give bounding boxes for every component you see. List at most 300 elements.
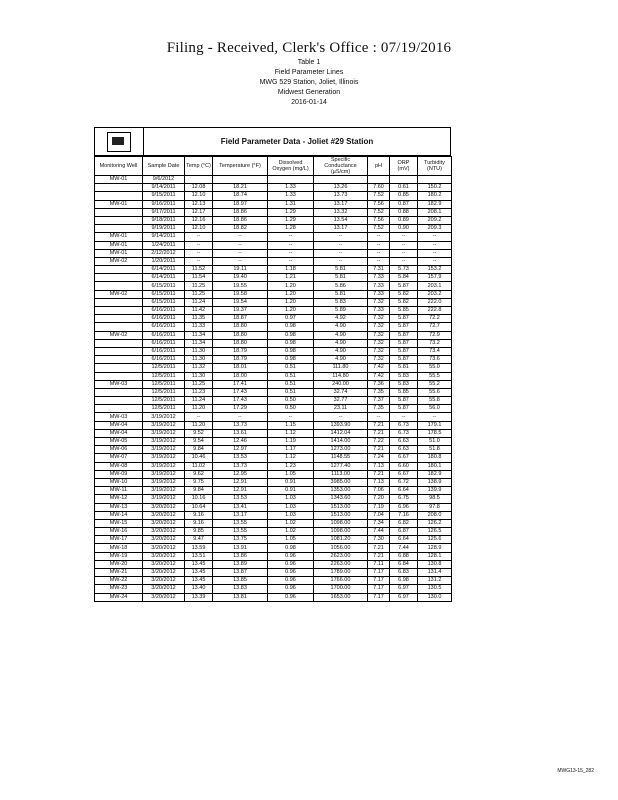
table-cell (268, 176, 314, 184)
table-cell: 11.20 (185, 405, 213, 413)
table-cell: 6/16/2011 (143, 315, 185, 323)
table-cell: 12/5/2011 (143, 388, 185, 396)
table-cell: -- (213, 233, 268, 241)
table-cell: 1.21 (268, 274, 314, 282)
table-cell: 7.33 (368, 290, 390, 298)
table-cell: 0.98 (268, 356, 314, 364)
table-cell: 7.22 (368, 438, 390, 446)
table-cell: -- (368, 241, 390, 249)
table-cell: -- (418, 249, 452, 257)
table-cell: 73.2 (418, 339, 452, 347)
well-id-cell: MW-01 (95, 200, 143, 208)
table-cell: 0.96 (268, 593, 314, 601)
table-cell: -- (185, 241, 213, 249)
table-cell: 6/16/2011 (143, 347, 185, 355)
header-date: 2016-01-14 (291, 99, 327, 106)
table-cell: 12.16 (185, 216, 213, 224)
table-cell: 0.96 (268, 560, 314, 568)
well-id-cell: MW-01 (95, 176, 143, 184)
table-cell: 5.86 (314, 282, 368, 290)
well-id-cell: MW-17 (95, 536, 143, 544)
table-cell: 0.91 (268, 478, 314, 486)
table-cell: 7.33 (368, 274, 390, 282)
table-cell: 5.87 (390, 315, 418, 323)
table-cell: 12.46 (213, 438, 268, 446)
table-row (95, 192, 452, 200)
table-cell: 19.37 (213, 307, 268, 315)
table-cell: 3/19/2012 (143, 487, 185, 495)
table-cell: 7.36 (368, 380, 390, 388)
table-cell: 6.88 (390, 552, 418, 560)
table-cell: -- (390, 241, 418, 249)
table-label: Table 1 (297, 59, 321, 66)
column-header: Specific Conductance (µS/cm) (314, 157, 368, 176)
table-cell: -- (268, 241, 314, 249)
well-id-cell (95, 282, 143, 290)
table-cell: 1513.00 (314, 503, 368, 511)
table-cell: 5.87 (390, 405, 418, 413)
table-cell: 12.97 (213, 446, 268, 454)
table-cell: 13.32 (314, 208, 368, 216)
table-row (95, 454, 452, 462)
table-cell: 0.98 (268, 323, 314, 331)
table-row (95, 495, 452, 503)
table-cell: -- (418, 241, 452, 249)
table-cell: 153.2 (418, 266, 452, 274)
table-cell: 1081.20 (314, 536, 368, 544)
table-cell: -- (213, 249, 268, 257)
table-cell: 10.16 (185, 495, 213, 503)
well-id-cell: MW-02 (95, 290, 143, 298)
table-cell: 0.50 (268, 405, 314, 413)
table-cell: 13.61 (213, 429, 268, 437)
table-cell: 139.9 (418, 487, 452, 495)
table-cell: 18.01 (213, 364, 268, 372)
well-id-cell: MW-12 (95, 495, 143, 503)
table-cell: 6.96 (390, 503, 418, 511)
table-cell: 11.20 (185, 421, 213, 429)
table-cell: 11.24 (185, 397, 213, 405)
table-cell: 11.32 (185, 364, 213, 372)
well-id-cell: MW-03 (95, 413, 143, 421)
table-cell: -- (213, 257, 268, 265)
table-cell: 1098.00 (314, 528, 368, 536)
table-cell (418, 176, 452, 184)
table-cell: 0.51 (268, 372, 314, 380)
table-cell: 7.32 (368, 356, 390, 364)
table-cell: 9.54 (185, 438, 213, 446)
table-header-row (95, 157, 452, 176)
table-cell: 12.91 (213, 487, 268, 495)
table-row (95, 503, 452, 511)
table-cell: 13.55 (213, 519, 268, 527)
table-cell: 7.13 (368, 478, 390, 486)
table-cell: 4.90 (314, 347, 368, 355)
table-row (95, 429, 452, 437)
table-cell: 7.21 (368, 446, 390, 454)
table-cell: 7.17 (368, 577, 390, 585)
table-cell: 6/16/2011 (143, 356, 185, 364)
table-cell: 1343.60 (314, 495, 368, 503)
table-cell: 17.43 (213, 388, 268, 396)
table-cell: 7.04 (368, 511, 390, 519)
table-cell: 13.45 (185, 577, 213, 585)
table-cell: 6/16/2011 (143, 331, 185, 339)
table-cell: 18.79 (213, 347, 268, 355)
table-cell: 3/20/2012 (143, 560, 185, 568)
table-cell: 7.21 (368, 544, 390, 552)
well-id-cell (95, 274, 143, 282)
table-cell: 5.87 (390, 347, 418, 355)
table-cell: 5.89 (314, 307, 368, 315)
table-cell: 9.16 (185, 511, 213, 519)
table-cell: 240.00 (314, 380, 368, 388)
table-cell: 2/12/2012 (143, 249, 185, 257)
data-table-container (94, 127, 451, 602)
table-cell (368, 176, 390, 184)
table-cell: 0.98 (268, 339, 314, 347)
table-cell: 0.98 (268, 331, 314, 339)
table-cell: 6.97 (390, 585, 418, 593)
table-row (95, 511, 452, 519)
table-cell: 72.9 (418, 331, 452, 339)
table-cell: 182.9 (418, 200, 452, 208)
table-cell: 0.97 (268, 315, 314, 323)
table-cell: 6/15/2011 (143, 282, 185, 290)
table-cell: 17.41 (213, 380, 268, 388)
table-cell: -- (368, 233, 390, 241)
table-cell: 5.87 (390, 323, 418, 331)
table-cell: 1653.00 (314, 593, 368, 601)
table-cell: -- (185, 413, 213, 421)
table-cell: 7.32 (368, 347, 390, 355)
table-row (95, 478, 452, 486)
table-cell: 7.17 (368, 569, 390, 577)
table-cell: 131.2 (418, 577, 452, 585)
table-cell: 5.87 (390, 339, 418, 347)
well-id-cell: MW-01 (95, 241, 143, 249)
table-cell: -- (213, 241, 268, 249)
table-cell: 18.79 (213, 356, 268, 364)
column-header: Monitoring Well (95, 157, 143, 176)
table-row (95, 487, 452, 495)
column-header: Temperature (°F) (213, 157, 268, 176)
table-cell: 180.2 (418, 192, 452, 200)
table-cell: 18.80 (213, 331, 268, 339)
well-id-cell (95, 216, 143, 224)
table-cell: 3/19/2012 (143, 454, 185, 462)
table-cell: 7.21 (368, 429, 390, 437)
table-cell: 1.20 (268, 307, 314, 315)
table-cell: -- (418, 413, 452, 421)
table-cell: 4.90 (314, 339, 368, 347)
well-id-cell: MW-10 (95, 478, 143, 486)
table-cell: 18.80 (213, 323, 268, 331)
table-cell: 182.9 (418, 470, 452, 478)
table-cell: 11.35 (185, 315, 213, 323)
table-cell: 3/19/2012 (143, 462, 185, 470)
table-row (95, 552, 452, 560)
table-cell: 0.85 (390, 192, 418, 200)
table-cell: 6.72 (390, 478, 418, 486)
table-cell: 11.30 (185, 372, 213, 380)
table-row (95, 200, 452, 208)
table-cell: 9.84 (185, 487, 213, 495)
table-cell: 11.02 (185, 462, 213, 470)
table-cell: 13.17 (314, 225, 368, 233)
table-cell: 0.98 (268, 544, 314, 552)
table-cell: 6/15/2011 (143, 298, 185, 306)
table-row (95, 184, 452, 192)
table-cell: -- (418, 233, 452, 241)
table-cell: 7.42 (368, 364, 390, 372)
table-cell: -- (185, 257, 213, 265)
table-cell: 7.56 (368, 216, 390, 224)
well-id-cell: MW-04 (95, 421, 143, 429)
table-cell: 130.0 (418, 593, 452, 601)
table-cell: 2263.00 (314, 560, 368, 568)
table-cell: 13.17 (314, 200, 368, 208)
table-cell: 18.87 (213, 315, 268, 323)
table-cell: -- (314, 257, 368, 265)
well-id-cell (95, 184, 143, 192)
table-cell: 13.85 (213, 577, 268, 585)
well-id-cell: MW-20 (95, 560, 143, 568)
table-cell: 7.33 (368, 307, 390, 315)
table-cell: 13.53 (213, 495, 268, 503)
table-cell: 3/20/2012 (143, 593, 185, 601)
table-cell: 1.23 (268, 462, 314, 470)
table-cell: 98.5 (418, 495, 452, 503)
table-cell: 9.47 (185, 536, 213, 544)
table-cell: 11.25 (185, 290, 213, 298)
table-cell: 72.2 (418, 315, 452, 323)
table-cell: 3/20/2012 (143, 577, 185, 585)
table-cell: -- (268, 257, 314, 265)
table-cell: 13.17 (213, 511, 268, 519)
table-cell: 13.54 (314, 216, 368, 224)
table-cell: 208.0 (418, 511, 452, 519)
table-cell: 0.89 (390, 216, 418, 224)
table-cell: -- (185, 233, 213, 241)
table-cell: 125.6 (418, 536, 452, 544)
table-cell: 3/19/2012 (143, 429, 185, 437)
table-cell: 12.91 (213, 478, 268, 486)
table-cell: 18.82 (213, 225, 268, 233)
table-cell: 18.86 (213, 216, 268, 224)
table-row (95, 560, 452, 568)
table-row (95, 413, 452, 421)
table-cell: 19.11 (213, 266, 268, 274)
table-cell: 12.95 (213, 470, 268, 478)
table-cell: 12.08 (185, 184, 213, 192)
table-cell: 11.33 (185, 323, 213, 331)
table-cell: 13.75 (213, 536, 268, 544)
table-cell: 7.35 (368, 388, 390, 396)
table-row (95, 364, 452, 372)
table-cell: 18.86 (213, 208, 268, 216)
table-cell: 3/19/2012 (143, 446, 185, 454)
table-cell: 5.73 (390, 266, 418, 274)
table-cell: -- (368, 249, 390, 257)
well-id-cell (95, 397, 143, 405)
well-id-cell (95, 315, 143, 323)
table-body (95, 176, 452, 602)
table-cell: 11.30 (185, 356, 213, 364)
table-row (95, 519, 452, 527)
table-cell: 7.52 (368, 225, 390, 233)
table-cell: 6.73 (390, 429, 418, 437)
table-cell: 13.83 (213, 585, 268, 593)
table-row (95, 528, 452, 536)
table-cell: 13.55 (213, 528, 268, 536)
table-row (95, 331, 452, 339)
table-cell: 5.87 (390, 397, 418, 405)
table-cell: 3/19/2012 (143, 438, 185, 446)
well-id-cell: MW-23 (95, 585, 143, 593)
table-cell: 1353.00 (314, 487, 368, 495)
table-cell: 7.21 (368, 552, 390, 560)
table-cell: 1414.00 (314, 438, 368, 446)
table-cell: -- (314, 241, 368, 249)
table-cell: 7.21 (368, 421, 390, 429)
table-cell: 6.64 (390, 536, 418, 544)
table-cell: 203.2 (418, 290, 452, 298)
table-cell: -- (368, 257, 390, 265)
table-cell: 6/16/2011 (143, 339, 185, 347)
table-cell: 9.52 (185, 429, 213, 437)
well-id-cell: MW-02 (95, 257, 143, 265)
table-cell: 0.51 (268, 388, 314, 396)
page-footer-code: MWG13-15_282 (557, 768, 594, 774)
column-header: Temp (°C) (185, 157, 213, 176)
table-cell: 3/20/2012 (143, 511, 185, 519)
table-cell: 19.55 (213, 282, 268, 290)
table-cell: 1.17 (268, 446, 314, 454)
well-id-cell (95, 339, 143, 347)
table-cell: -- (314, 413, 368, 421)
well-id-cell (95, 372, 143, 380)
column-header: Sample Date (143, 157, 185, 176)
table-cell: -- (390, 249, 418, 257)
table-cell: 0.50 (268, 397, 314, 405)
table-cell: 209.3 (418, 225, 452, 233)
table-cell: -- (390, 257, 418, 265)
well-id-cell (95, 356, 143, 364)
table-cell (213, 176, 268, 184)
well-id-cell: MW-13 (95, 503, 143, 511)
table-cell: 1.18 (268, 266, 314, 274)
well-id-cell (95, 405, 143, 413)
table-cell: 1.19 (268, 438, 314, 446)
table-cell: 11.54 (185, 274, 213, 282)
table-cell: 6/14/2011 (143, 266, 185, 274)
table-cell: 7.34 (368, 519, 390, 527)
table-cell: 6.87 (390, 528, 418, 536)
table-cell: 0.96 (268, 585, 314, 593)
table-cell: 2623.00 (314, 552, 368, 560)
table-cell: 7.32 (368, 323, 390, 331)
well-id-cell (95, 388, 143, 396)
table-cell: 12.13 (185, 200, 213, 208)
table-cell (185, 176, 213, 184)
table-cell: 203.1 (418, 282, 452, 290)
table-row (95, 380, 452, 388)
table-cell: 9/19/2011 (143, 225, 185, 233)
table-row (95, 241, 452, 249)
table-cell: 1.20 (268, 282, 314, 290)
table-cell: 5.84 (390, 274, 418, 282)
table-cell: 6/16/2011 (143, 307, 185, 315)
table-cell: 7.21 (368, 470, 390, 478)
table-cell: 7.13 (368, 462, 390, 470)
table-cell: 23.11 (314, 405, 368, 413)
table-cell: 5.81 (314, 274, 368, 282)
table-cell: 0.61 (390, 184, 418, 192)
well-id-cell: MW-24 (95, 593, 143, 601)
table-cell: 1789.00 (314, 569, 368, 577)
table-cell: 3/19/2012 (143, 495, 185, 503)
well-id-cell: MW-15 (95, 519, 143, 527)
table-cell: 1.05 (268, 470, 314, 478)
well-id-cell: MW-07 (95, 454, 143, 462)
table-row (95, 593, 452, 601)
table-row (95, 470, 452, 478)
table-row (95, 266, 452, 274)
field-parameter-table (94, 156, 452, 602)
table-cell: -- (368, 413, 390, 421)
table-cell: 6.64 (390, 487, 418, 495)
well-id-cell: MW-05 (95, 438, 143, 446)
table-row (95, 536, 452, 544)
table-cell: 7.33 (368, 282, 390, 290)
table-cell: 209.2 (418, 216, 452, 224)
table-cell: 128.9 (418, 544, 452, 552)
table-cell: 111.80 (314, 364, 368, 372)
table-cell: 1.12 (268, 429, 314, 437)
table-cell: 1700.00 (314, 585, 368, 593)
table-cell: 13.73 (213, 462, 268, 470)
well-id-cell: MW-08 (95, 462, 143, 470)
table-cell: 11.23 (185, 388, 213, 396)
table-cell: 7.24 (368, 454, 390, 462)
header-title: Field Parameter Lines (274, 69, 344, 76)
filing-stamp: Filing - Received, Clerk's Office : 07/19/2016 (166, 40, 452, 56)
table-cell: 11.25 (185, 380, 213, 388)
well-id-cell: MW-01 (95, 233, 143, 241)
table-cell: 13.53 (213, 454, 268, 462)
table-cell: 1273.00 (314, 446, 368, 454)
table-cell: 12/5/2011 (143, 397, 185, 405)
table-cell: 3985.00 (314, 478, 368, 486)
table-cell: -- (268, 233, 314, 241)
table-cell: 18.80 (213, 339, 268, 347)
table-row (95, 274, 452, 282)
table-row (95, 569, 452, 577)
table-cell: 3/19/2012 (143, 478, 185, 486)
table-cell: 56.0 (418, 405, 452, 413)
table-cell: 3/20/2012 (143, 528, 185, 536)
well-id-cell: MW-16 (95, 528, 143, 536)
table-cell: 11.52 (185, 266, 213, 274)
table-row (95, 307, 452, 315)
table-cell: 13.81 (213, 593, 268, 601)
table-row (95, 397, 452, 405)
table-cell: 4.90 (314, 323, 368, 331)
table-cell: 73.6 (418, 356, 452, 364)
table-cell: 9.85 (185, 528, 213, 536)
table-cell: 114.80 (314, 372, 368, 380)
